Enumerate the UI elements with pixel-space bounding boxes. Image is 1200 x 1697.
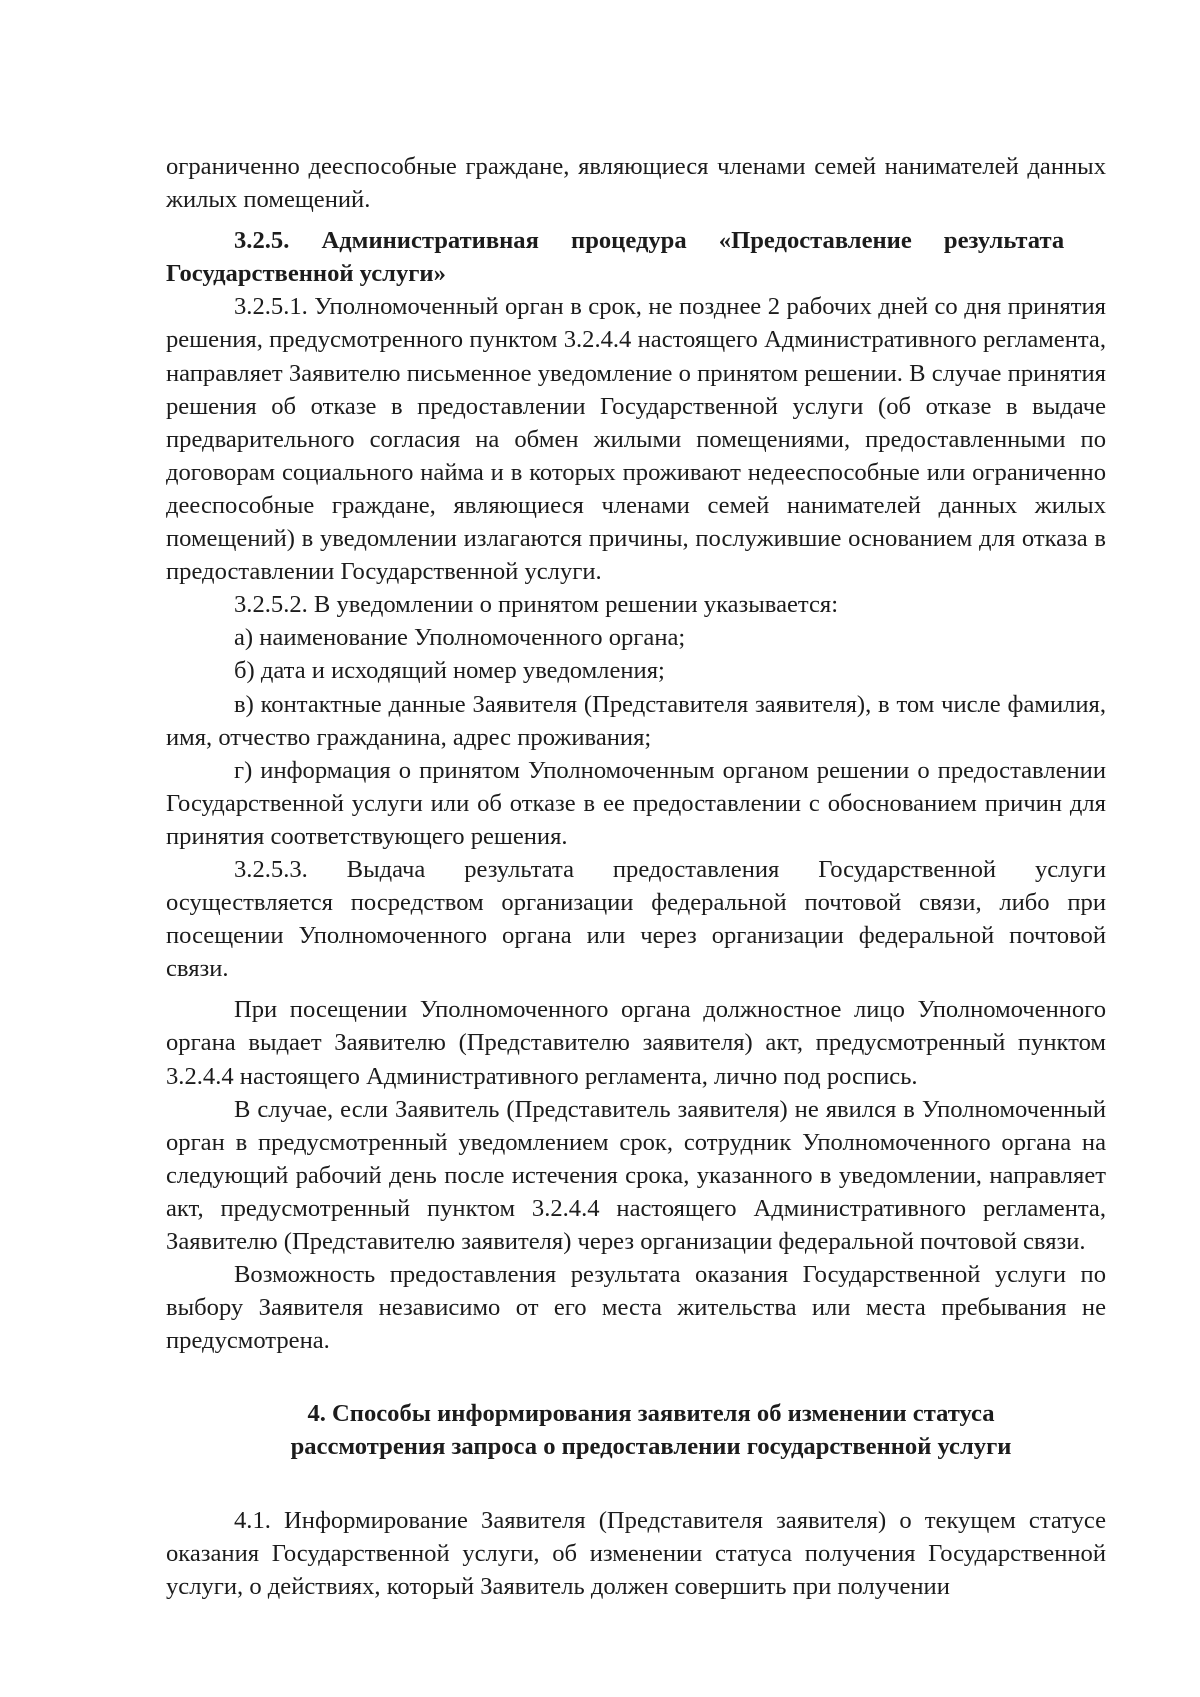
spacer: [166, 1464, 1106, 1504]
list-item-a: а) наименование Уполномоченного органа;: [234, 624, 686, 652]
procedure-heading-line1: 3.2.5. Административная процедура «Предоставление результата: [234, 227, 1065, 255]
paragraph-visit: При посещении Уполномоченного органа должностное лицо Уполномоченного органа выдает Заявителю (Представителю заявителя) акт, предусмотренный пунктом 3.2.4.4 настоящего Административного регламента, лично под роспись.: [166, 996, 1106, 1090]
paragraph-4-1: 4.1. Информирование Заявителя (Представителя заявителя) о текущем статусе оказания Государственной услуги, об изменении статуса получения Государственной услуги, о действиях, который Заявитель должен совершить при получении: [166, 1506, 1106, 1600]
section-4-title-line1: 4. Способы информирования заявителя об изменении статуса: [307, 1400, 995, 1428]
spacer: [166, 985, 1106, 993]
document-page: [166, 150, 1106, 1603]
section-4-title: [166, 1397, 1106, 1463]
paragraph-continuation: ограниченно дееспособные граждане, являющиеся членами семей нанимателей данных жилых помещений.: [166, 153, 1106, 214]
paragraph-3-2-5-2: 3.2.5.2. В уведомлении о принятом решении указывается:: [234, 591, 839, 619]
section-4-title-line2: рассмотрения запроса о предоставлении государственной услуги: [290, 1433, 1012, 1461]
list-item-b: б) дата и исходящий номер уведомления;: [234, 657, 665, 685]
procedure-heading: [166, 224, 1106, 290]
procedure-heading-line2: Государственной услуги»: [166, 260, 446, 288]
list-item-c: в) контактные данные Заявителя (Представителя заявителя), в том числе фамилия, имя, отчество гражданина, адрес проживания;: [166, 690, 1106, 751]
paragraph-possibility: Возможность предоставления результата оказания Государственной услуги по выбору Заявителя независимо от его места жительства или места пребывания не предусмотрена.: [166, 1261, 1106, 1355]
paragraph-3-2-5-1: 3.2.5.1. Уполномоченный орган в срок, не позднее 2 рабочих дней со дня принятия решения, предусмотренного пунктом 3.2.4.4 настоящего Административного регламента, направляет Заявителю письменное уведомление о принятом решении. В случае принятия решения об отказе в предоставлении Государственной услуги (об отказе в выдаче предварительного согласия на обмен жилыми помещениями, предоставленными по договорам социального найма и в которых проживают недееспособные или ограниченно дееспособные граждане, являющиеся членами семей нанимателей данных жилых помещений) в уведомлении излагаются причины, послужившие основанием для отказа в предоставлении Государственной услуги.: [166, 293, 1106, 586]
spacer: [166, 216, 1106, 224]
list-item-d: г) информация о принятом Уполномоченным органом решении о предоставлении Государственной услуги или об отказе в ее предоставлении с обоснованием причин для принятия соответствующего решения.: [166, 756, 1106, 850]
paragraph-absent: В случае, если Заявитель (Представитель заявителя) не явился в Уполномоченный орган в предусмотренный уведомлением срок, сотрудник Уполномоченного органа на следующий рабочий день после истечения срока, указанного в уведомлении, направляет акт, предусмотренный пунктом 3.2.4.4 настоящего Административного регламента, Заявителю (Представителю заявителя) через организации федеральной почтовой связи.: [166, 1095, 1106, 1255]
paragraph-3-2-5-3: 3.2.5.3. Выдача результата предоставления Государственной услуги осуществляется посредством организации федеральной почтовой связи, либо при посещении Уполномоченного органа или через организации федеральной почтовой связи.: [166, 855, 1106, 983]
spacer: [166, 1357, 1106, 1397]
